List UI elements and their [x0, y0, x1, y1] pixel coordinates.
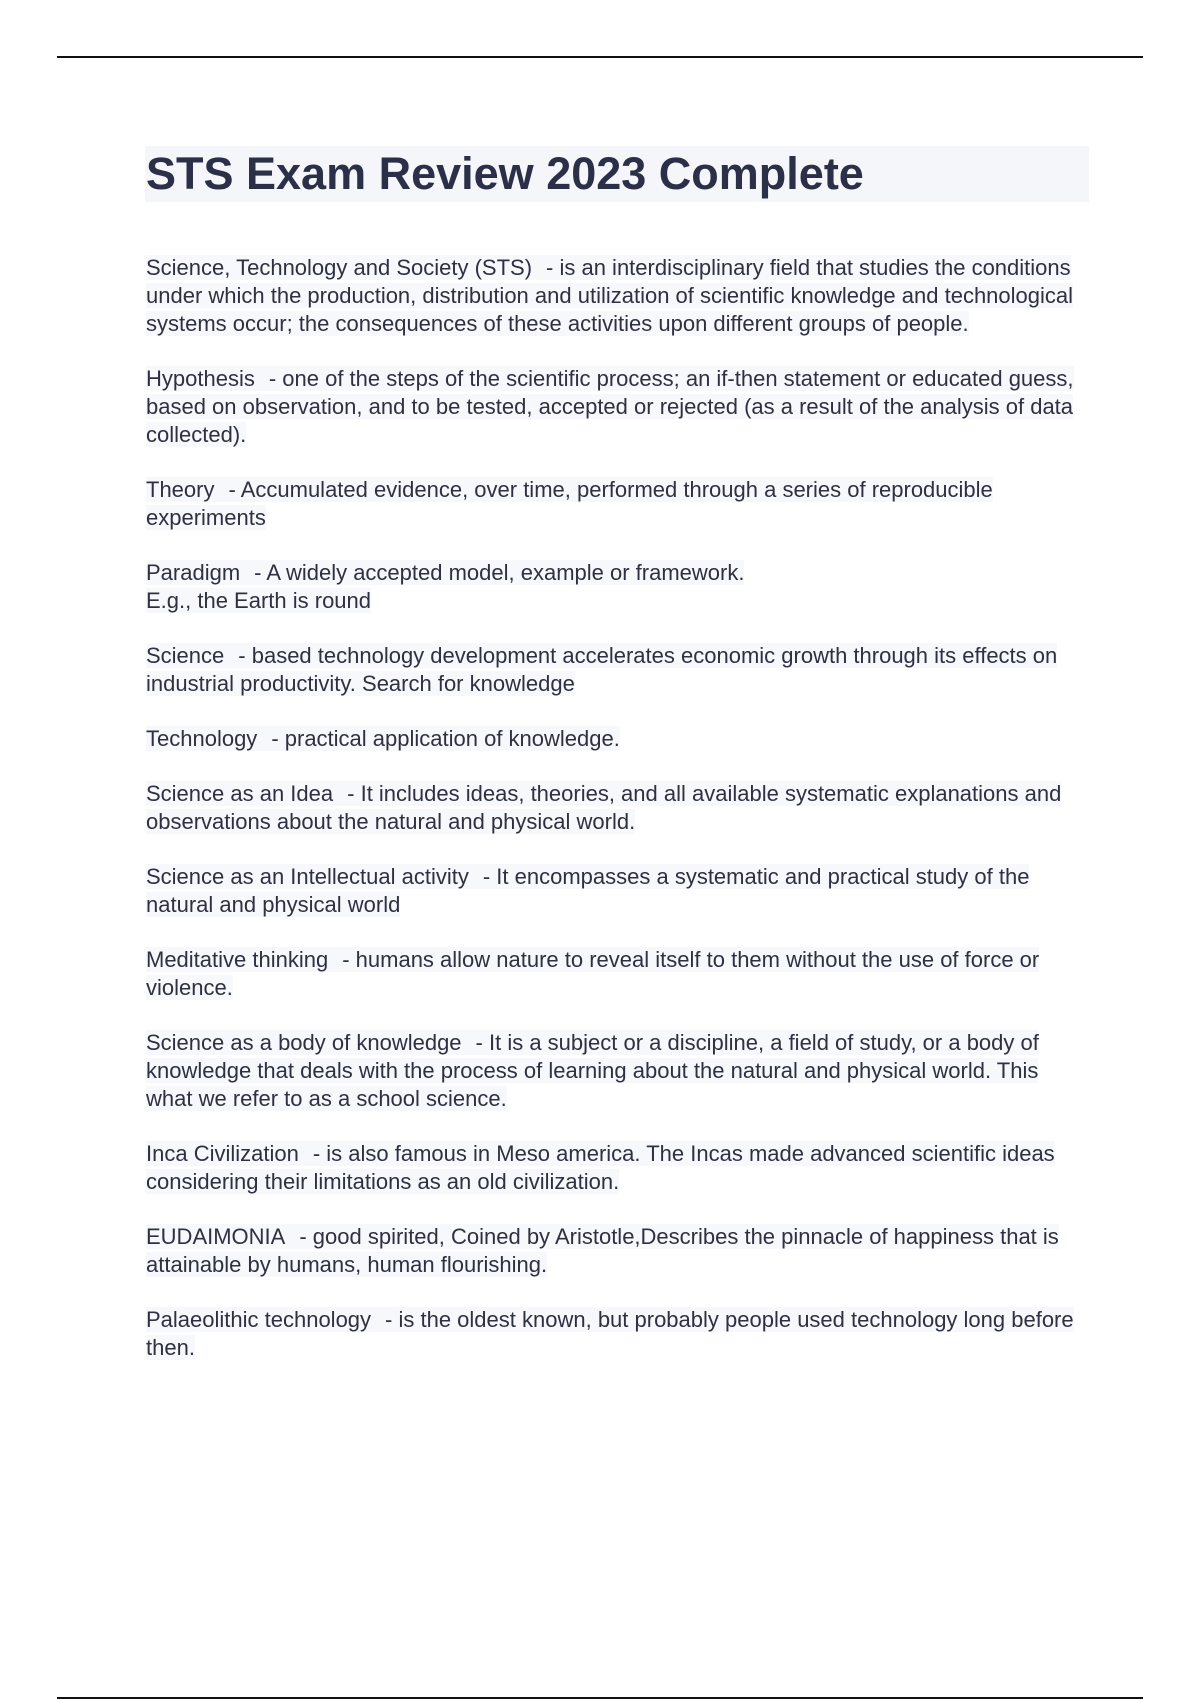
- entry-term: EUDAIMONIA: [146, 1224, 299, 1249]
- entry-term: Science: [146, 643, 238, 668]
- entry-definition: - It encompasses a systematic and practical study of the natural and physical world: [146, 864, 1030, 917]
- glossary-entry: [146, 863, 1090, 919]
- entry-definition: - It is a subject or a discipline, a field of study, or a body of knowledge that deals with the process of learning about the natural and physical world. This what we refer to as a school science.: [146, 1030, 1039, 1111]
- glossary-entry: [146, 1306, 1090, 1362]
- entry-definition: - is an interdisciplinary field that studies the conditions under which the production, distribution and utilization of scientific knowledge and technological systems occur; the consequences of these activities upon different groups of people.: [146, 255, 1074, 336]
- entry-term: Meditative thinking: [146, 947, 342, 972]
- entry-definition: - Accumulated evidence, over time, performed through a series of reproducible experiments: [146, 477, 993, 530]
- entry-term: Science as a body of knowledge: [146, 1030, 476, 1055]
- entry-definition: - It includes ideas, theories, and all available systematic explanations and observations about the natural and physical world.: [146, 781, 1062, 834]
- entry-term: Inca Civilization: [146, 1141, 313, 1166]
- entry-definition: - is also famous in Meso america. The Incas made advanced scientific ideas considering their limitations as an old civilization.: [146, 1141, 1055, 1194]
- entry-definition: - A widely accepted model, example or framework.: [254, 560, 745, 585]
- entry-term: Hypothesis: [146, 366, 269, 391]
- entry-term: Technology: [146, 726, 271, 751]
- entry-term: Science, Technology and Society (STS): [146, 255, 546, 280]
- entry-definition: - based technology development accelerates economic growth through its effects on industrial productivity. Search for knowledge: [146, 643, 1058, 696]
- entry-definition: - practical application of knowledge.: [271, 726, 620, 751]
- glossary-entry: [146, 254, 1090, 338]
- glossary-entry: [146, 1140, 1090, 1196]
- entry-term: Theory: [146, 477, 228, 502]
- glossary-entry: [146, 1223, 1090, 1279]
- glossary-entry: [146, 642, 1090, 698]
- footer-rule: [57, 1697, 1143, 1699]
- glossary-entry: [146, 1029, 1090, 1113]
- entry-definition: - is the oldest known, but probably people used technology long before then.: [146, 1307, 1074, 1360]
- entry-term: Science as an Idea: [146, 781, 347, 806]
- glossary-list: [146, 254, 1090, 1389]
- entry-definition: - good spirited, Coined by Aristotle,Describes the pinnacle of happiness that is attainable by humans, human flourishing.: [146, 1224, 1059, 1277]
- glossary-entry: [146, 946, 1090, 1002]
- entry-definition: - humans allow nature to reveal itself to them without the use of force or violence.: [146, 947, 1040, 1000]
- glossary-entry: [146, 725, 1090, 753]
- glossary-entry: [146, 780, 1090, 836]
- entry-term: Palaeolithic technology: [146, 1307, 385, 1332]
- entry-term: Paradigm: [146, 560, 254, 585]
- document-title: STS Exam Review 2023 Complete: [146, 148, 864, 199]
- glossary-entry: [146, 365, 1090, 449]
- entry-term: Science as an Intellectual activity: [146, 864, 483, 889]
- entry-definition-example: E.g., the Earth is round: [146, 588, 372, 613]
- entry-definition: - one of the steps of the scientific process; an if-then statement or educated guess, based on observation, and to be tested, accepted or rejected (as a result of the analysis of data collected).: [146, 366, 1074, 447]
- glossary-entry: [146, 559, 1090, 615]
- glossary-entry: [146, 476, 1090, 532]
- header-rule: [57, 56, 1143, 58]
